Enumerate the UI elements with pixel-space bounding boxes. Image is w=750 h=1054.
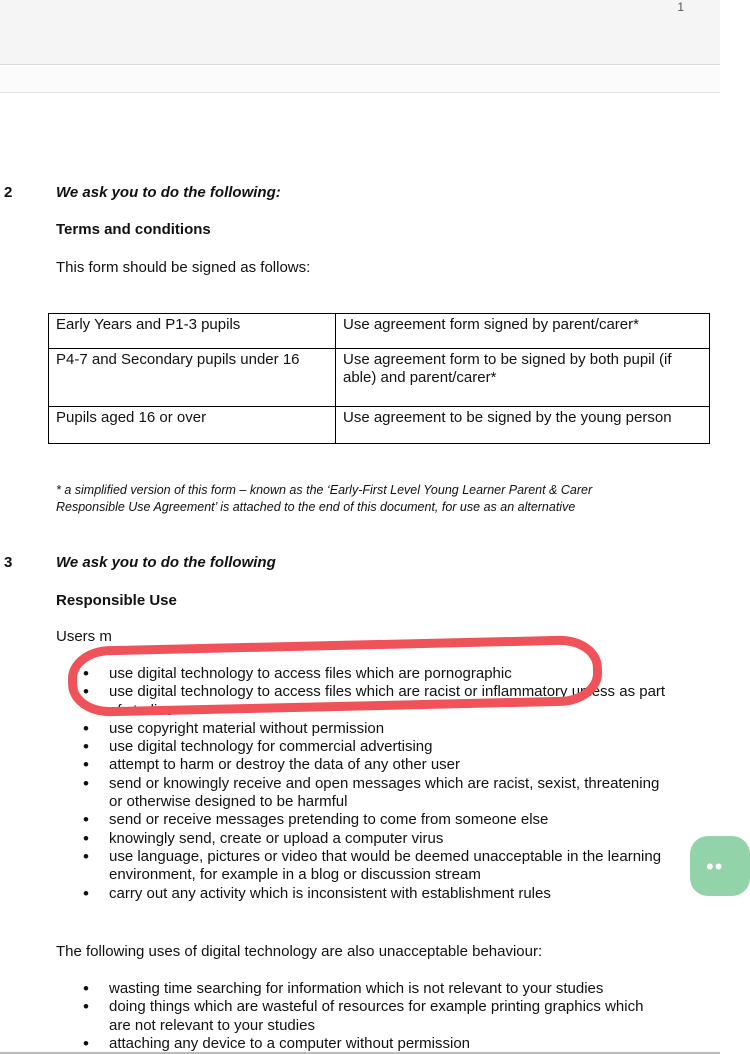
also-unacceptable-intro: The following uses of digital technology are also unacceptable behaviour: [56,943,543,960]
table-cell: Use agreement form signed by parent/carer* [336,314,710,349]
viewer-toolbar [0,0,720,65]
table-cell: Use agreement to be signed by the young person [336,407,710,444]
list-item: • wasting time searching for information which is not relevant to your studies [0,980,669,998]
form-intro: This form should be signed as follows: [56,259,311,276]
table-cell: Early Years and P1-3 pupils [49,314,336,349]
list-item: • attaching any device to a computer without permission [0,1035,669,1053]
list-item: • carry out any activity which is inconsistent with establishment rules [0,885,669,903]
list-item: • use digital technology to access files which are racist or inflammatory unless as part of studies [0,683,669,720]
more-icon: •• [706,854,724,879]
footnote-line: Responsible Use Agreement’ is attached to the end of this document, for use as an alternative [56,500,576,514]
list-item: • doing things which are wasteful of resources for example printing graphics which are not relevant to your studies [0,998,669,1035]
section-number-3: 3 [4,554,13,571]
list-item: • use language, pictures or video that would be deemed unacceptable in the learning environment, for example in a blog or discussion stream [0,848,669,885]
table-cell: Use agreement form to be signed by both pupil (if able) and parent/carer* [336,349,710,407]
list-item: • send or knowingly receive and open messages which are racist, sexist, threatening or otherwise designed to be harmful [0,775,669,812]
also-unacceptable-list [0,980,669,1053]
signing-table [48,313,710,444]
table-row [49,407,710,444]
terms-subheading: Terms and conditions [56,221,211,238]
responsible-use-subheading: Responsible Use [56,592,177,609]
footnote [56,482,592,516]
list-item: • attempt to harm or destroy the data of any other user [0,756,669,774]
table-row [49,349,710,407]
footnote-line: * a simplified version of this form – known as the ‘Early-First Level Young Learner Parent & Carer [56,483,593,497]
list-item: • use digital technology to access files which are pornographic [0,665,669,683]
red-highlight-annotation [67,635,602,717]
section-3-heading: We ask you to do the following [56,554,276,571]
floating-action-button[interactable] [690,836,750,896]
users-must-not-intro: Users m [56,628,112,645]
page-number: 1 [677,0,684,14]
list-item: • send or receive messages pretending to come from someone else [0,811,669,829]
page-separator [0,66,720,93]
section-number-2: 2 [4,184,13,201]
list-item: • knowingly send, create or upload a computer virus [0,830,669,848]
list-item: • use copyright material without permission [0,720,669,738]
table-row [49,314,710,349]
list-item: • use digital technology for commercial advertising [0,738,669,756]
table-cell: Pupils aged 16 or over [49,407,336,444]
section-2-heading: We ask you to do the following: [56,184,281,201]
table-cell: P4-7 and Secondary pupils under 16 [49,349,336,407]
